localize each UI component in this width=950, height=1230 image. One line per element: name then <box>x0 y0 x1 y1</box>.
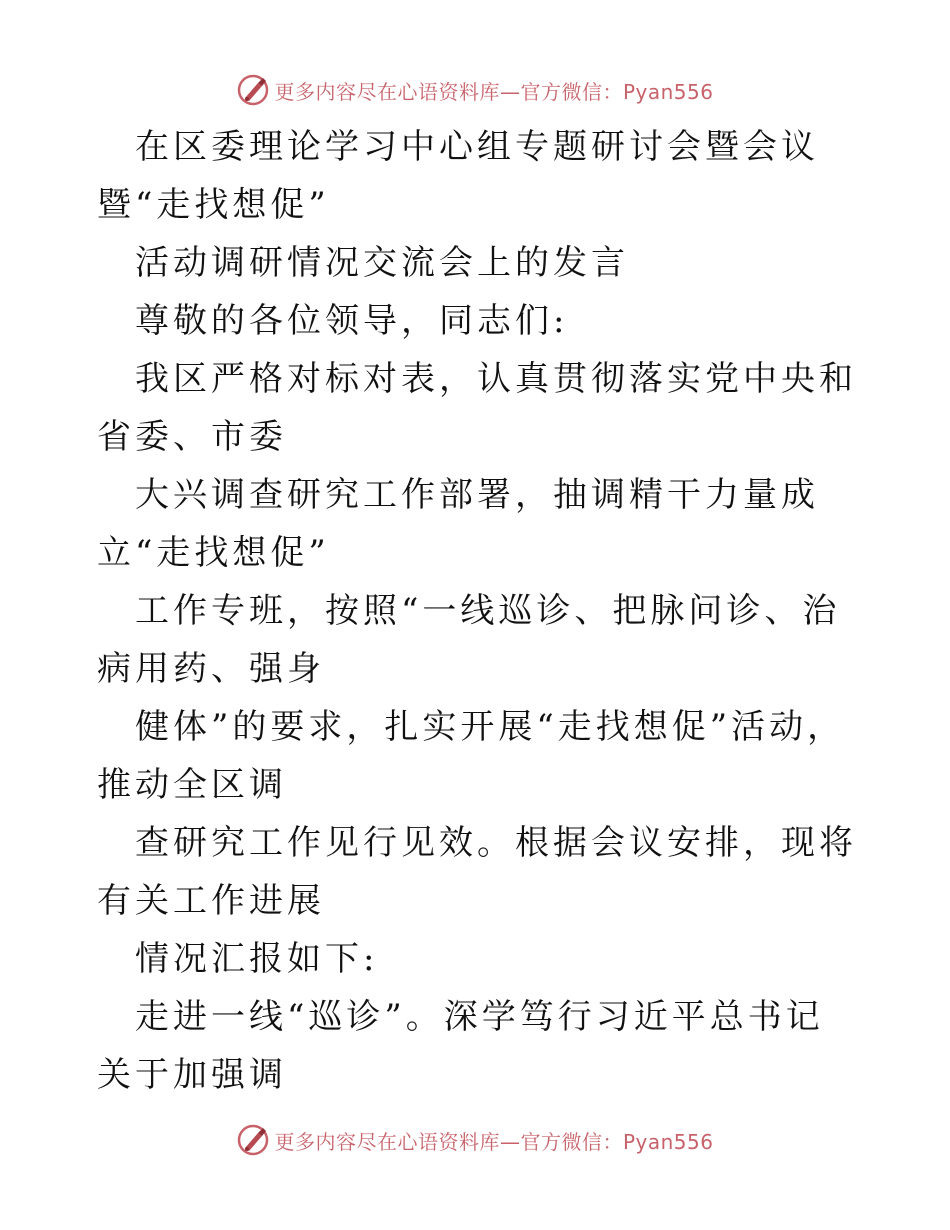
paragraph-title-line1: 在区委理论学习中心组专题研讨会暨会议暨“走找想促” <box>97 127 819 225</box>
paragraph-body: 工作专班，按照“一线巡诊、把脉问诊、治病用药、强身 <box>97 591 841 689</box>
paragraph-body: 健体”的要求，扎实开展“走找想促”活动，推动全区调 <box>97 707 846 805</box>
pen-logo-icon <box>236 73 270 107</box>
paragraph-body: 走进一线“巡诊”。深学笃行习近平总书记关于加强调 <box>97 997 824 1095</box>
header-watermark-banner <box>0 70 950 110</box>
paragraph-body: 我区严格对标对表，认真贯彻落实党中央和省委、市委 <box>97 359 857 457</box>
paragraph-body: 大兴调查研究工作部署，抽调精干力量成立“走找想促” <box>97 475 819 573</box>
pen-logo-icon <box>236 1123 270 1157</box>
paragraph-salutation: 尊敬的各位领导，同志们: <box>135 301 569 341</box>
paragraph-body: 查研究工作见行见效。根据会议安排，现将有关工作进展 <box>97 823 857 921</box>
paragraph-body: 情况汇报如下: <box>135 939 379 979</box>
banner-text: 更多内容尽在心语资料库—官方微信：Pyan556 <box>274 79 714 104</box>
footer-watermark-banner <box>0 1120 950 1160</box>
banner-text: 更多内容尽在心语资料库—官方微信：Pyan556 <box>274 1129 714 1154</box>
document-body <box>97 118 857 1104</box>
paragraph-title-line2: 活动调研情况交流会上的发言 <box>135 243 629 283</box>
